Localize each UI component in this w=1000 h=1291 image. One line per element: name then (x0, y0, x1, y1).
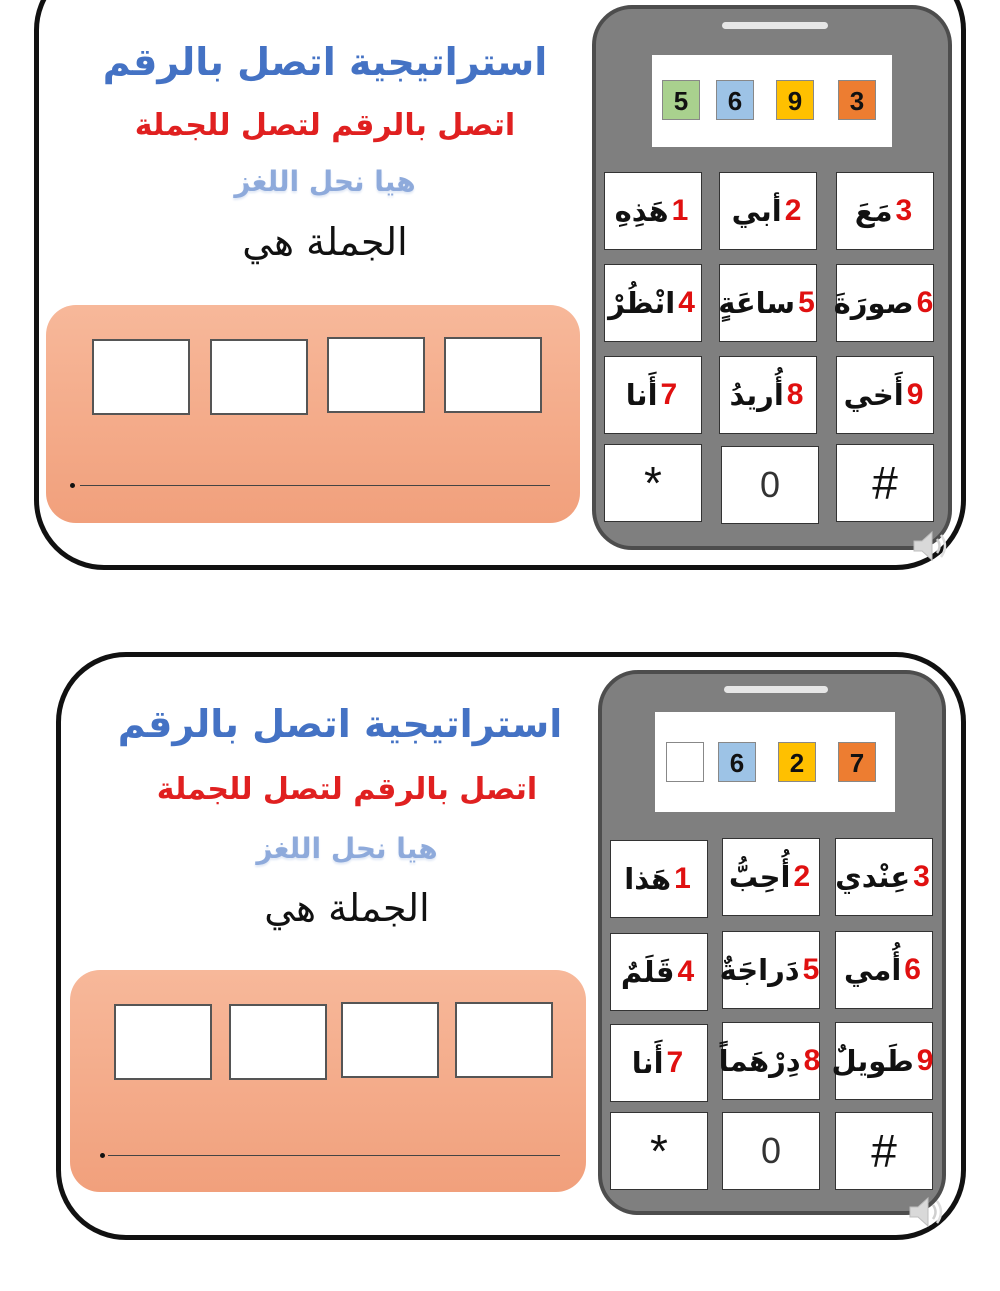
key-hash[interactable]: # (836, 444, 934, 522)
answer-slot-3[interactable] (341, 1002, 439, 1078)
card-title: استراتيجية اتصل بالرقم (117, 702, 563, 746)
answer-slot-4[interactable] (455, 1002, 553, 1078)
card-prompt: الجملة هي (242, 220, 408, 264)
key-8[interactable]: 8 أُريدُ (719, 356, 817, 434)
key-3[interactable]: 3 عِنْدي (835, 838, 933, 916)
answer-slot-2[interactable] (229, 1004, 327, 1080)
answer-line[interactable] (108, 1155, 560, 1156)
key-4[interactable]: 4 انْظُرْ (604, 264, 702, 342)
code-digit: 9 (776, 80, 814, 120)
key-1[interactable]: 1 هَذا (610, 840, 708, 918)
key-hash[interactable]: # (835, 1112, 933, 1190)
key-1[interactable]: 1 هَذِهِ (604, 172, 702, 250)
key-zero[interactable]: 0 (722, 1112, 820, 1190)
key-9[interactable]: 9 طَويلٌ (835, 1022, 933, 1100)
key-9[interactable]: 9 أَخي (836, 356, 934, 434)
key-star[interactable]: * (610, 1112, 708, 1190)
line-dot (70, 483, 75, 488)
key-5[interactable]: 5 ساعَةٍ (719, 264, 817, 342)
key-zero[interactable]: 0 (721, 446, 819, 524)
card-hint: هيا نحل اللغز (256, 832, 438, 865)
key-8[interactable]: 8 دِرْهَماً (722, 1022, 820, 1100)
answer-line[interactable] (80, 485, 550, 486)
answer-slot-3[interactable] (327, 337, 425, 413)
key-2[interactable]: 2 أُحِبُّ (722, 838, 820, 916)
phone-speaker (722, 22, 828, 29)
key-star[interactable]: * (604, 444, 702, 522)
code-digit: 3 (838, 80, 876, 120)
answer-slot-1[interactable] (92, 339, 190, 415)
code-digit: 2 (778, 742, 816, 782)
key-3[interactable]: 3 مَعَ (836, 172, 934, 250)
phone-speaker (724, 686, 828, 693)
code-digit: 6 (718, 742, 756, 782)
card-hint: هيا نحل اللغز (234, 165, 416, 198)
code-digit: 5 (662, 80, 700, 120)
speaker-sound-icon[interactable] (906, 1194, 946, 1230)
card-prompt: الجملة هي (264, 886, 430, 930)
code-digit (666, 742, 704, 782)
key-2[interactable]: 2 أبي (719, 172, 817, 250)
speaker-sound-icon[interactable] (910, 528, 950, 564)
answer-slot-2[interactable] (210, 339, 308, 415)
card-title: استراتيجية اتصل بالرقم (102, 40, 548, 84)
code-digit: 6 (716, 80, 754, 120)
key-7[interactable]: 7 أَنا (604, 356, 702, 434)
key-6[interactable]: 6 صورَةَ (836, 264, 934, 342)
card-subtitle: اتصل بالرقم لتصل للجملة (134, 108, 516, 143)
line-dot (100, 1153, 105, 1158)
code-digit: 7 (838, 742, 876, 782)
key-5[interactable]: 5 دَراجَةٌ (722, 931, 820, 1009)
answer-slot-4[interactable] (444, 337, 542, 413)
key-7[interactable]: 7 أَنا (610, 1024, 708, 1102)
card-subtitle: اتصل بالرقم لتصل للجملة (156, 772, 538, 807)
key-4[interactable]: 4 قَلَمٌ (610, 933, 708, 1011)
key-6[interactable]: 6 أُمي (835, 931, 933, 1009)
answer-slot-1[interactable] (114, 1004, 212, 1080)
